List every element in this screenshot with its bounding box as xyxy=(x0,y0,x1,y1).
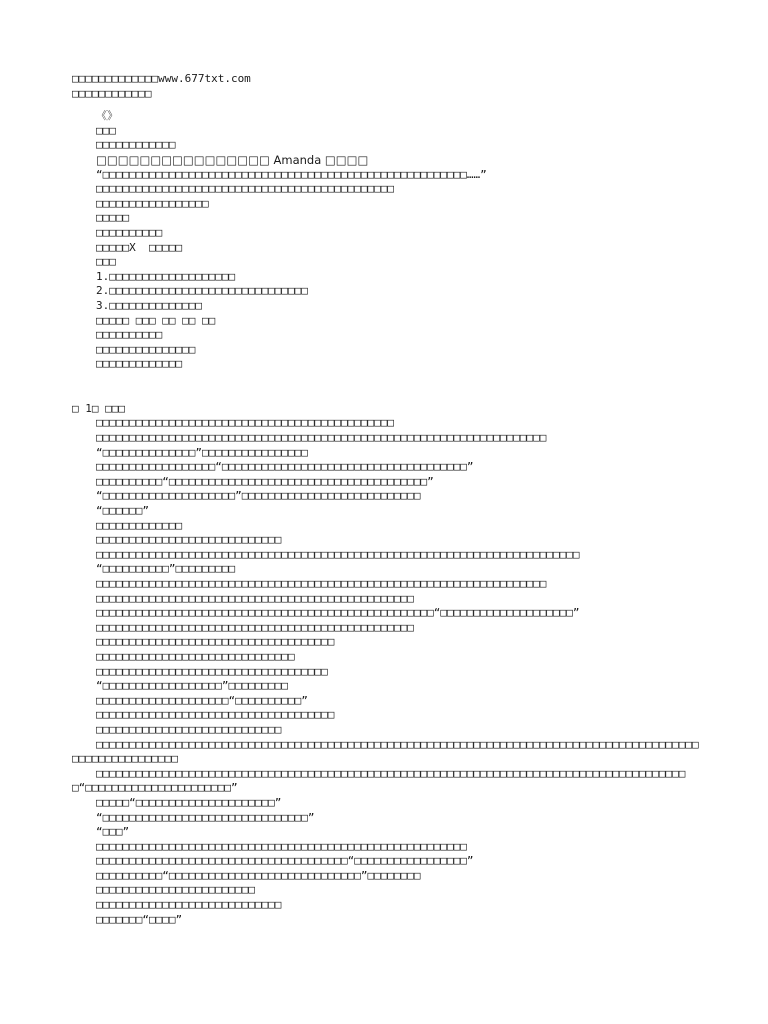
paragraph-line: “□□□□□□□□□□□□□□□□□□”□□□□□□□□□ xyxy=(96,679,289,693)
paragraph-line: □□□□□□□□□□□□□□□□□□□□□□□□□□□□□□□□□□□□□□□□□□□□□□□□ xyxy=(96,591,414,605)
paragraph-line: □□□□□□□□□□□□□□□□□□□□□□□□□□□□□□□□□□□□□□□□□□□□□□□□□□□□□□□□□□□□□□□□□□□□ xyxy=(96,431,547,445)
paragraph-line: □□□□□□□“□□□□” xyxy=(96,912,183,926)
intro-line: □□□□□□□□□□□□□□□□□ xyxy=(96,196,209,210)
intro-list-item: 1.□□□□□□□□□□□□□□□□□□□ xyxy=(96,269,236,283)
intro-list-item: 3.□□□□□□□□□□□□□□ xyxy=(96,298,202,312)
paragraph-line: □□□□□□□□□□□□□□□□□□□□□□□□□□□□ xyxy=(96,898,282,912)
paragraph-line: “□□□□□□□□□□”□□□□□□□□□ xyxy=(96,562,236,576)
paragraph-line: □□□□□□□□□□□□□□□□□□□□□□□□□□□□□□□□□□□ xyxy=(96,664,328,678)
intro-line: □□□□□□□□□□□□ xyxy=(96,138,176,152)
paragraph-line: “□□□□□□□□□□□□□□”□□□□□□□□□□□□□□□□ xyxy=(96,445,308,459)
paragraph-line: □□□□□□□□□□“□□□□□□□□□□□□□□□□□□□□□□□□□□□□□”□□□□□□□□ xyxy=(96,868,421,882)
paragraph-line: □□□□□□□□□□□□□ xyxy=(96,518,183,532)
paragraph-line: □□□□□□□□□□□□□□□□□□□□□□□□□□□□□□ xyxy=(96,649,295,663)
intro-line: □□□□□□□□□□□□□□□□□□□□□□□□□□□□□□□□□□□□□□□□□□□□□ xyxy=(96,182,395,196)
paragraph-line: □□□□□□□□□□□□□□□□□□□□□□□□□□□□□□□□□□□□ xyxy=(96,708,335,722)
paragraph-line: □□□□□“□□□□□□□□□□□□□□□□□□□□□” xyxy=(96,795,282,809)
site-subheader-line: □□□□□□□□□□□□ xyxy=(72,86,152,100)
paragraph-line: □□□□□□□□□□□□□□□□□□□□□□□□□□□□□□□□□□□□□□“□□□□□□□□□□□□□□□□□” xyxy=(96,854,474,868)
intro-line: □□□□□□□□□□ xyxy=(96,225,163,239)
spacer xyxy=(72,372,702,402)
intro-line: □□□□□ xyxy=(96,211,130,225)
chapter-heading: □ 1□ □□□ xyxy=(72,401,125,415)
paragraph-line: □□□□□□□□□□□□□□□□□□□□□□□□□□□□□□□□□□□□ xyxy=(96,635,335,649)
paragraph-line: □□□□□□□□□□□□□□□□□□□□□□□□□□□□□□□□□□□□□□□□□□□□□□□□□□□□□□□□□□□□□□□□□□□□ xyxy=(96,577,547,590)
intro-line: □□□ xyxy=(96,123,116,137)
intro-line: □□□□□□□□□□□□□ xyxy=(96,357,183,371)
paragraph-line: □□□□□□□□□□□□□□□□□□□□□□□□□□□□ xyxy=(96,533,282,547)
site-header-line: □□□□□□□□□□□□□www.677txt.com xyxy=(72,72,251,85)
paragraph-line: □□□□□□□□□□□□□□□□□□□□□□□□□□□□□□□□□□□□□□□□□□□□□□□□□□□□□□□□□□□□□□□□□□□□□□□□□□□□□□□□□□□□□□□□□□“□□□□□□□□□□□□□□□□□□□□□□” xyxy=(72,766,686,795)
paragraph-line: □□□□□□□□□□□□□□□□□□□□□□□□ xyxy=(96,883,255,897)
paragraph-line: □□□□□□□□□□□□□□□□□□□□□□□□□□□□□□□□□□□□□□□□□□□□□□□□□□□“□□□□□□□□□□□□□□□□□□□□” xyxy=(96,606,580,620)
intro-line: □□□□□X □□□□□ xyxy=(96,240,183,254)
paragraph-line: □□□□□□□□□□□□□□□□□□“□□□□□□□□□□□□□□□□□□□□□□□□□□□□□□□□□□□□□” xyxy=(96,460,474,474)
paragraph-line: □□□□□□□□□□□□□□□□□□□□□□□□□□□□□□□□□□□□□□□□□□□□□□□□ xyxy=(96,620,414,634)
paragraph-line: “□□□□□□□□□□□□□□□□□□□□”□□□□□□□□□□□□□□□□□□□□□□□□□□□ xyxy=(96,489,421,503)
paragraph-line: “□□□□□□□□□□□□□□□□□□□□□□□□□□□□□□□” xyxy=(96,810,315,824)
intro-line: □□□□□ □□□ □□ □□ □□ xyxy=(96,313,216,327)
paragraph-line: □□□□□□□□□□□□□□□□□□□□□□□□□□□□□□□□□□□□□□□□□□□□□□□□□□□□□□□□□□□□□□□□□□□□□□□□□ xyxy=(96,547,580,561)
paragraph-line: “□□□” xyxy=(96,825,130,839)
document-page xyxy=(72,72,702,927)
intro-line: □□□□□□□□□□ xyxy=(96,328,163,342)
intro-line: □□□□□□□□□□□□□□□□ Amanda □□□□ xyxy=(96,152,369,167)
paragraph-line: □□□□□□□□□□□□□□□□□□□□□□□□□□□□ xyxy=(96,722,282,736)
intro-line: □□□□□□□□□□□□□□□ xyxy=(96,342,196,356)
intro-line: □□□ xyxy=(96,255,116,269)
paragraph-line: □□□□□□□□□□□□□□□□□□□□□□□□□□□□□□□□□□□□□□□□□□□□□□□□□□□□□□□□□□□□□□□□□□□□□□□□□□□□□□□□□□□□□□□□□□□□□□□□□□□□□□□□□□□ xyxy=(72,737,699,766)
paragraph-line: □□□□□□□□□□□□□□□□□□□□“□□□□□□□□□□” xyxy=(96,693,308,707)
paragraph-line: □□□□□□□□□□“□□□□□□□□□□□□□□□□□□□□□□□□□□□□□□□□□□□□□□□” xyxy=(96,474,434,488)
chapter-body xyxy=(72,416,702,927)
paragraph-line: □□□□□□□□□□□□□□□□□□□□□□□□□□□□□□□□□□□□□□□□□□□□□□□□□□□□□□□□ xyxy=(96,839,467,853)
intro-block xyxy=(72,109,702,372)
paragraph-line: □□□□□□□□□□□□□□□□□□□□□□□□□□□□□□□□□□□□□□□□□□□□□ xyxy=(96,416,395,430)
spacer xyxy=(72,101,702,109)
book-title: 《》 xyxy=(96,109,118,123)
paragraph-line: “□□□□□□” xyxy=(96,504,149,518)
intro-line: “□□□□□□□□□□□□□□□□□□□□□□□□□□□□□□□□□□□□□□□□□□□□□□□□□□□□□□□……” xyxy=(96,167,487,181)
intro-list-item: 2.□□□□□□□□□□□□□□□□□□□□□□□□□□□□□□ xyxy=(96,284,308,298)
